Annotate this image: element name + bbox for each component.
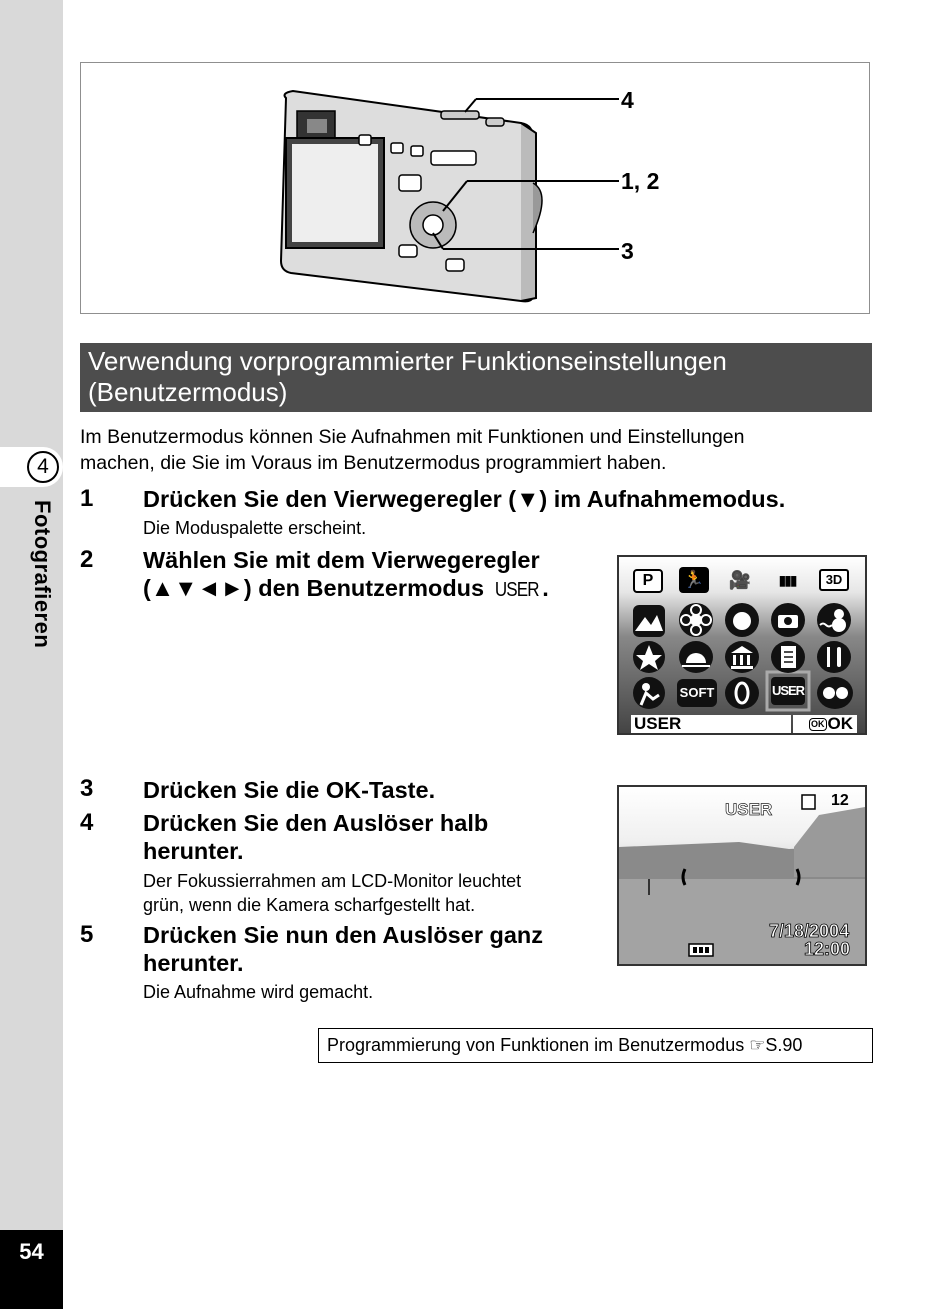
section-heading xyxy=(80,343,872,412)
camera-illustration xyxy=(81,63,871,315)
food-mode-icon xyxy=(817,641,851,673)
callout-label: 4 xyxy=(621,87,634,113)
mode-palette-screen xyxy=(617,555,867,735)
3d-mode-icon: 3D xyxy=(819,569,849,591)
action-mode-icon: 🏃 xyxy=(679,567,709,593)
ok-label: OK xyxy=(827,714,853,733)
intro-line: machen, die Sie im Voraus im Benutzermodus programmiert haben. xyxy=(80,452,667,474)
program-mode-icon: P xyxy=(633,569,663,593)
text-mode-icon xyxy=(771,641,805,673)
step-description: Die Aufnahme wird gemacht. xyxy=(143,982,374,1002)
step-number: 3 xyxy=(80,775,94,802)
pet-mode-icon xyxy=(817,677,853,709)
mode-name-bar: USER xyxy=(631,715,791,733)
night-scene-mode-icon xyxy=(771,603,805,637)
step-title xyxy=(143,921,543,977)
step-title: Drücken Sie den Vierwegeregler (▼) im Aufnahmemodus. xyxy=(143,486,786,512)
sunset-mode-icon xyxy=(679,641,713,673)
step-title-line: Drücken Sie den Auslöser halb xyxy=(143,810,489,836)
step-description-line: grün, wenn die Kamera scharfgestellt hat. xyxy=(143,895,476,915)
chapter-number: 4 xyxy=(27,451,59,483)
step-number: 4 xyxy=(80,809,94,836)
step-title-line: Wählen Sie mit dem Vierwegeregler xyxy=(143,547,540,573)
step-title xyxy=(143,546,549,604)
callout-label: 1, 2 xyxy=(621,168,660,194)
surf-snow-mode-icon xyxy=(817,603,851,637)
filter-mode-icon xyxy=(725,677,759,709)
user-mode-glyph: USER xyxy=(494,579,539,601)
step-title-end: . xyxy=(542,575,549,601)
intro-paragraph xyxy=(80,424,870,476)
capture-preview-screen xyxy=(617,785,867,966)
camera-figure xyxy=(80,62,870,314)
user-mode-icon: USER xyxy=(771,677,805,705)
kids-mode-icon xyxy=(633,677,665,709)
flower-mode-icon xyxy=(679,603,713,637)
cross-reference-box: Programmierung von Funktionen im Benutzermodus ☞S.90 xyxy=(318,1028,873,1063)
autumn-mode-icon xyxy=(633,641,665,673)
portrait-mode-icon xyxy=(725,603,759,637)
step-title: Drücken Sie die OK-Taste. xyxy=(143,777,436,803)
capture-date: 7/18/2004 xyxy=(769,921,850,941)
soft-mode-icon: SOFT xyxy=(677,679,717,707)
chapter-title: Fotografieren xyxy=(30,500,55,649)
step-title-line: herunter. xyxy=(143,838,244,864)
step-title xyxy=(143,809,488,865)
landscape-mode-icon xyxy=(633,605,665,637)
heading-line: Verwendung vorprogrammierter Funktionseinstellungen xyxy=(88,346,727,376)
movie-mode-icon: 🎥 xyxy=(728,570,752,590)
capture-time: 12:00 xyxy=(804,939,851,959)
step-title-line: herunter. xyxy=(143,950,244,976)
ok-button-icon: OK xyxy=(811,719,825,729)
step-description xyxy=(143,869,521,917)
panorama-mode-icon: ▮▮▮ xyxy=(778,572,796,588)
shooting-mode-indicator: USER xyxy=(725,800,773,819)
intro-line: Im Benutzermodus können Sie Aufnahmen mit Funktionen und Einstellungen xyxy=(80,426,745,448)
step-description: Die Moduspalette erscheint. xyxy=(143,518,367,538)
step-description-line: Der Fokussierrahmen am LCD-Monitor leuchtet xyxy=(143,871,522,891)
ok-confirm-bar xyxy=(793,715,857,733)
page-number: 54 xyxy=(0,1230,63,1309)
step-number: 1 xyxy=(80,485,94,512)
chapter-sidebar xyxy=(0,0,63,1309)
heading-line: (Benutzermodus) xyxy=(88,377,288,407)
shots-remaining: 12 xyxy=(831,792,849,809)
step-title-line: (▲▼◄►) den Benutzermodus xyxy=(143,575,491,601)
museum-mode-icon xyxy=(725,641,759,673)
callout-label: 3 xyxy=(621,238,634,264)
step-number: 2 xyxy=(80,546,94,573)
step-number: 5 xyxy=(80,921,94,948)
step-title-line: Drücken Sie nun den Auslöser ganz xyxy=(143,922,544,948)
